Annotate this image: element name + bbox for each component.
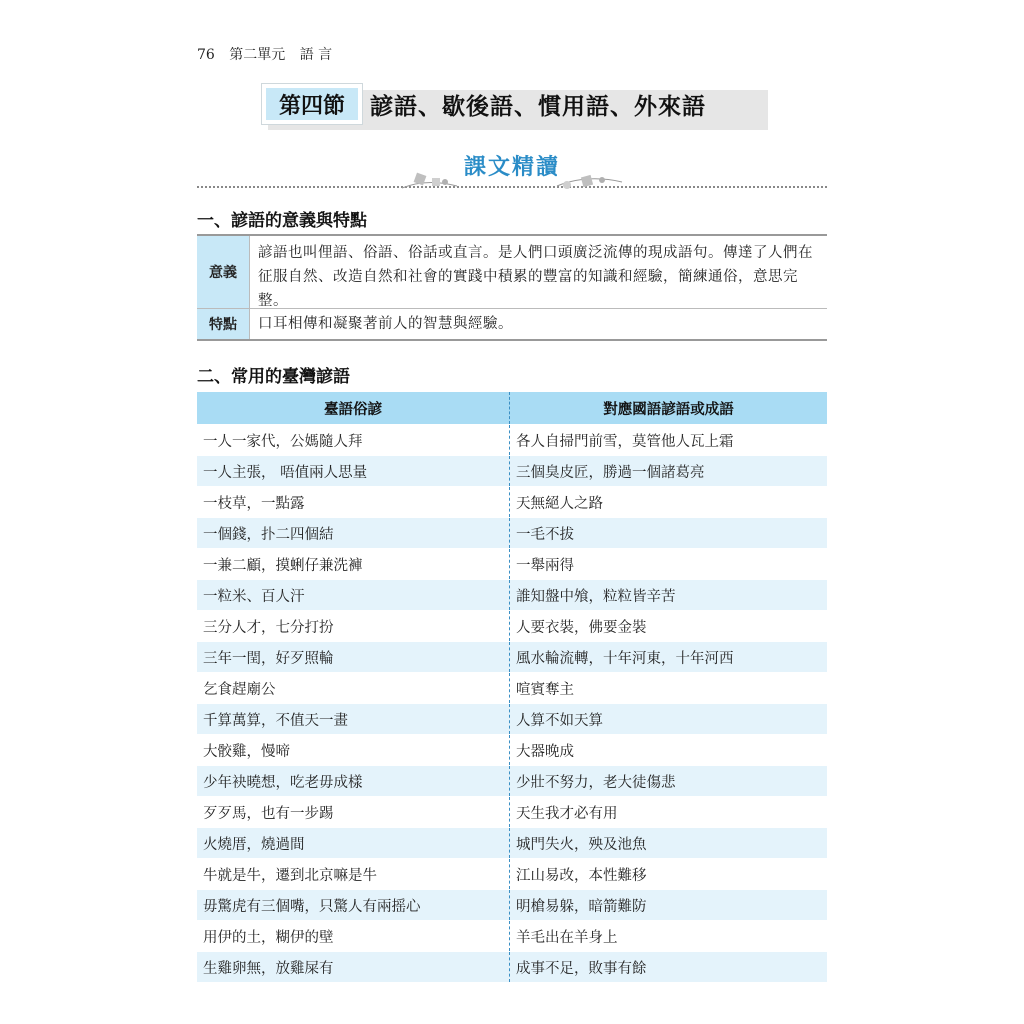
mandarin-equivalent-cell: 一毛不拔 [510, 518, 828, 549]
mandarin-equivalent-cell: 誰知盤中飧，粒粒皆辛苦 [510, 580, 828, 611]
taiwanese-proverb-cell: 一個錢，扑二四個結 [197, 518, 510, 549]
topic-label: 語 言 [299, 47, 333, 63]
mandarin-equivalent-cell: 城門失火，殃及池魚 [510, 828, 828, 859]
taiwanese-proverb-cell: 用伊的土，糊伊的壁 [197, 921, 510, 952]
definition-row-feature [197, 309, 827, 339]
table-header-row [197, 392, 827, 425]
mandarin-equivalent-cell: 少壯不努力，老大徒傷悲 [510, 766, 828, 797]
mandarin-equivalent-cell: 明槍易躲，暗箭難防 [510, 890, 828, 921]
taiwanese-proverb-cell: 大骹雞，慢啼 [197, 735, 510, 766]
mandarin-equivalent-cell: 天無絕人之路 [516, 495, 603, 512]
table-row [197, 704, 827, 735]
mandarin-equivalent-cell: 人算不如天算 [510, 704, 828, 735]
taiwanese-proverb-cell: 一枝草，一點露 [197, 487, 510, 518]
mandarin-equivalent-cell: 各人自掃門前雪，莫管他人瓦上霜 [516, 433, 734, 450]
table-row [197, 642, 827, 673]
page-number: 76 [197, 47, 215, 63]
mandarin-equivalent-cell: 大器晚成 [516, 743, 574, 760]
taiwanese-proverb-cell: 一粒米、百人汗 [197, 580, 510, 611]
taiwanese-proverb-cell: 歹歹馬，也有一步踢 [197, 797, 510, 828]
lesson-title: 課文精讀 [463, 155, 560, 180]
table-row [197, 890, 827, 921]
taiwanese-proverb-cell: 一人主張， 唔值兩人思量 [197, 456, 510, 487]
taiwanese-proverb-cell: 牛就是牛，遷到北京嘛是牛 [197, 859, 510, 890]
mandarin-equivalent-cell: 天生我才必有用 [516, 805, 618, 822]
page-header [197, 44, 342, 64]
mandarin-equivalent-cell: 人要衣裝，佛要金裝 [516, 619, 647, 636]
table-row [197, 952, 827, 983]
taiwanese-proverb-cell: 火燒厝，燒過間 [197, 828, 510, 859]
taiwanese-proverb-cell: 三年一閏，好歹照輪 [197, 642, 510, 673]
section-title-banner [262, 84, 770, 130]
mandarin-equivalent-cell: 江山易改，本性難移 [516, 867, 647, 884]
section2-heading: 二、常用的臺灣諺語 [197, 367, 350, 387]
taiwanese-proverb-cell: 千算萬算，不值天一畫 [197, 704, 510, 735]
mandarin-equivalent-cell: 三個臭皮匠，勝過一個諸葛亮 [510, 456, 828, 487]
table-row [197, 797, 827, 828]
proverb-table [197, 392, 827, 983]
definition-key: 意義 [197, 236, 250, 308]
table-row [197, 673, 827, 704]
mandarin-equivalent-cell: 羊毛出在羊身上 [516, 929, 618, 946]
mandarin-equivalent-cell: 一舉兩得 [516, 557, 574, 574]
table-row [197, 425, 827, 456]
definition-row-meaning [197, 236, 827, 309]
table-row [197, 487, 827, 518]
table-row [197, 828, 827, 859]
definition-table [197, 234, 827, 341]
definition-value: 諺語也叫俚語、俗語、俗話或直言。是人們口頭廣泛流傳的現成語句。傳達了人們在征服自然、改造自然和社會的實踐中積累的豐富的知識和經驗，簡練通俗，意思完整。 [258, 245, 813, 309]
taiwanese-proverb-cell: 生雞卵無，放雞屎有 [197, 952, 510, 983]
unit-label: 第二單元 [229, 47, 286, 63]
column-header-taiwanese: 臺語俗諺 [197, 392, 510, 425]
proverb-table-body [197, 425, 827, 983]
table-row [197, 859, 827, 890]
table-row [197, 921, 827, 952]
taiwanese-proverb-cell: 一兼二顧，摸蜊仔兼洗褲 [197, 549, 510, 580]
taiwanese-proverb-cell: 少年袂曉想，吃老毋成樣 [197, 766, 510, 797]
table-row [197, 580, 827, 611]
table-row [197, 735, 827, 766]
mandarin-equivalent-cell: 喧賓奪主 [516, 681, 574, 698]
mandarin-equivalent-cell: 風水輪流轉，十年河東，十年河西 [510, 642, 828, 673]
table-row [197, 456, 827, 487]
taiwanese-proverb-cell: 一人一家代，公媽隨人拜 [197, 425, 510, 456]
taiwanese-proverb-cell: 乞食趕廟公 [197, 673, 510, 704]
section1-heading: 一、諺語的意義與特點 [197, 211, 367, 231]
table-row [197, 549, 827, 580]
column-header-mandarin: 對應國語諺語或成語 [510, 392, 828, 425]
decorative-cubes-icon [397, 168, 627, 198]
table-row [197, 766, 827, 797]
table-row [197, 611, 827, 642]
table-row [197, 518, 827, 549]
definition-value: 口耳相傳和凝聚著前人的智慧與經驗。 [258, 316, 513, 332]
section-number: 第四節 [262, 84, 362, 124]
definition-key: 特點 [197, 309, 250, 339]
mandarin-equivalent-cell: 成事不足，敗事有餘 [510, 952, 828, 983]
section-title: 諺語、歇後語、慣用語、外來語 [370, 93, 706, 120]
taiwanese-proverb-cell: 三分人才，七分打扮 [197, 611, 510, 642]
taiwanese-proverb-cell: 毋驚虎有三個嘴，只驚人有兩摇心 [197, 890, 510, 921]
